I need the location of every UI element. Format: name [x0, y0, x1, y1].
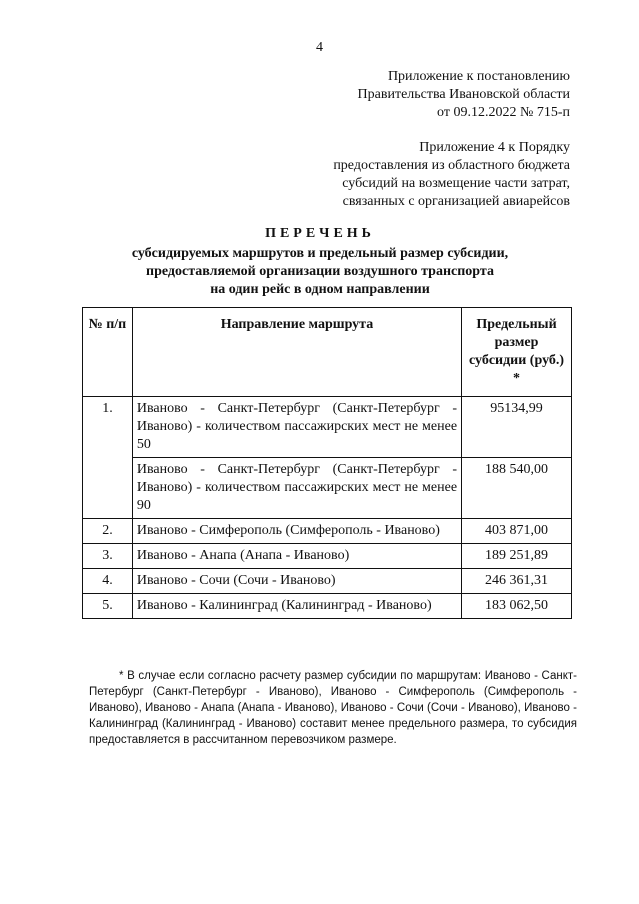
- row-max-subsidy: 189 251,89: [462, 544, 572, 569]
- approval-block: [358, 68, 570, 122]
- appendix-line: субсидий на возмещение части затрат,: [342, 176, 570, 191]
- row-num: 5.: [83, 594, 133, 619]
- routes-table: [82, 307, 572, 619]
- header-num: № п/п: [83, 308, 133, 397]
- footnote: * В случае если согласно расчету размер субсидии по маршрутам: Иваново - Санкт-Петербург (Санкт-Петербург - Иваново), Иваново - Симферополь (Симферополь - Иваново), Иваново - Анапа (Анапа - Иваново), Иваново - Сочи (Сочи - Иваново), Иваново - Калининград (Калининград - Иваново) составит менее предельного размера, то субсидия предоставляется в рассчитанном перевозчиком размере.: [89, 670, 577, 746]
- header-route: Направление маршрута: [132, 308, 461, 397]
- table-row: [83, 569, 572, 594]
- row-route: Иваново - Симферополь (Симферополь - Иваново): [132, 519, 461, 544]
- table-row: [83, 458, 572, 519]
- appendix-line: предоставления из областного бюджета: [333, 158, 570, 173]
- title-line: на один рейс в одном направлении: [210, 282, 430, 297]
- row-max-subsidy: 188 540,00: [462, 458, 572, 519]
- title-main: ПЕРЕЧЕНЬ: [265, 226, 375, 241]
- row-route: Иваново - Калининград (Калининград - Иваново): [132, 594, 461, 619]
- appendix-line: Приложение 4 к Порядку: [419, 140, 570, 155]
- row-route: Иваново - Санкт-Петербург (Санкт-Петербург - Иваново) - количеством пассажирских мест не менее 90: [132, 458, 461, 519]
- document-title: [60, 225, 580, 299]
- row-route: Иваново - Анапа (Анапа - Иваново): [132, 544, 461, 569]
- row-num: 1.: [83, 397, 133, 519]
- row-max-subsidy: 246 361,31: [462, 569, 572, 594]
- table-row: [83, 544, 572, 569]
- appendix-block: [333, 139, 570, 211]
- row-max-subsidy: 95134,99: [462, 397, 572, 458]
- header-max-subsidy: Предельный размер субсидии (руб.) *: [462, 308, 572, 397]
- approval-line: от 09.12.2022 № 715-п: [437, 105, 570, 120]
- title-line: субсидируемых маршрутов и предельный размер субсидии,: [131, 246, 509, 261]
- row-num: 2.: [83, 519, 133, 544]
- row-route: Иваново - Санкт-Петербург (Санкт-Петербург - Иваново) - количеством пассажирских мест не менее 50: [132, 397, 461, 458]
- title-line: предоставляемой организации воздушного транспорта: [146, 264, 494, 279]
- page-number: 4: [316, 40, 323, 55]
- approval-line: Приложение к постановлению: [387, 69, 570, 84]
- appendix-line: связанных с организацией авиарейсов: [342, 194, 570, 209]
- row-num: 3.: [83, 544, 133, 569]
- row-max-subsidy: 403 871,00: [462, 519, 572, 544]
- table-row: [83, 519, 572, 544]
- row-num: 4.: [83, 569, 133, 594]
- table-header-row: [83, 308, 572, 397]
- table-row: [83, 594, 572, 619]
- row-route: Иваново - Сочи (Сочи - Иваново): [132, 569, 461, 594]
- row-max-subsidy: 183 062,50: [462, 594, 572, 619]
- table-row: [83, 397, 572, 458]
- approval-line: Правительства Ивановской области: [357, 87, 570, 102]
